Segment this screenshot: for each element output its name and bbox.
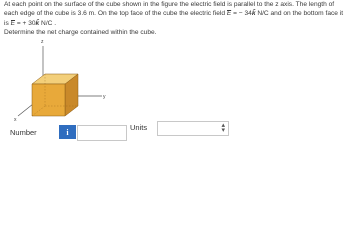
eq-bottom: = + 30	[15, 19, 36, 27]
axis-label-z: z	[41, 39, 44, 45]
units-dropdown[interactable]	[157, 121, 229, 136]
e-field-symbol: E	[226, 10, 232, 18]
units-label: Units	[130, 123, 148, 132]
cube-figure	[10, 39, 140, 124]
chevron-updown-icon: ▴ ▾	[221, 122, 225, 134]
axis-label-y: y	[103, 94, 106, 100]
number-label: Number	[10, 128, 37, 137]
e-field-symbol: E	[10, 19, 15, 27]
problem-statement	[4, 0, 348, 38]
number-input[interactable]	[77, 125, 127, 141]
eq-top: = − 34	[231, 10, 252, 18]
problem-text: At each point on the surface of the cube shown in the figure the electric field is parallel to the z axis. The length of each edge of the cube is 3.6 m. On the top face of the cube the electric field	[4, 1, 335, 18]
k-hat-symbol: k̂	[35, 19, 40, 27]
unit-top: N/C and on the bottom face it is	[4, 10, 344, 27]
question-text: Determine the net charge contained within the cube.	[4, 29, 157, 37]
info-icon[interactable]: i	[59, 125, 76, 139]
cube-front-face	[32, 84, 65, 116]
unit-bottom: N/C .	[39, 19, 57, 27]
k-hat-symbol: k̂	[251, 10, 256, 18]
axis-label-x: x	[14, 117, 17, 123]
